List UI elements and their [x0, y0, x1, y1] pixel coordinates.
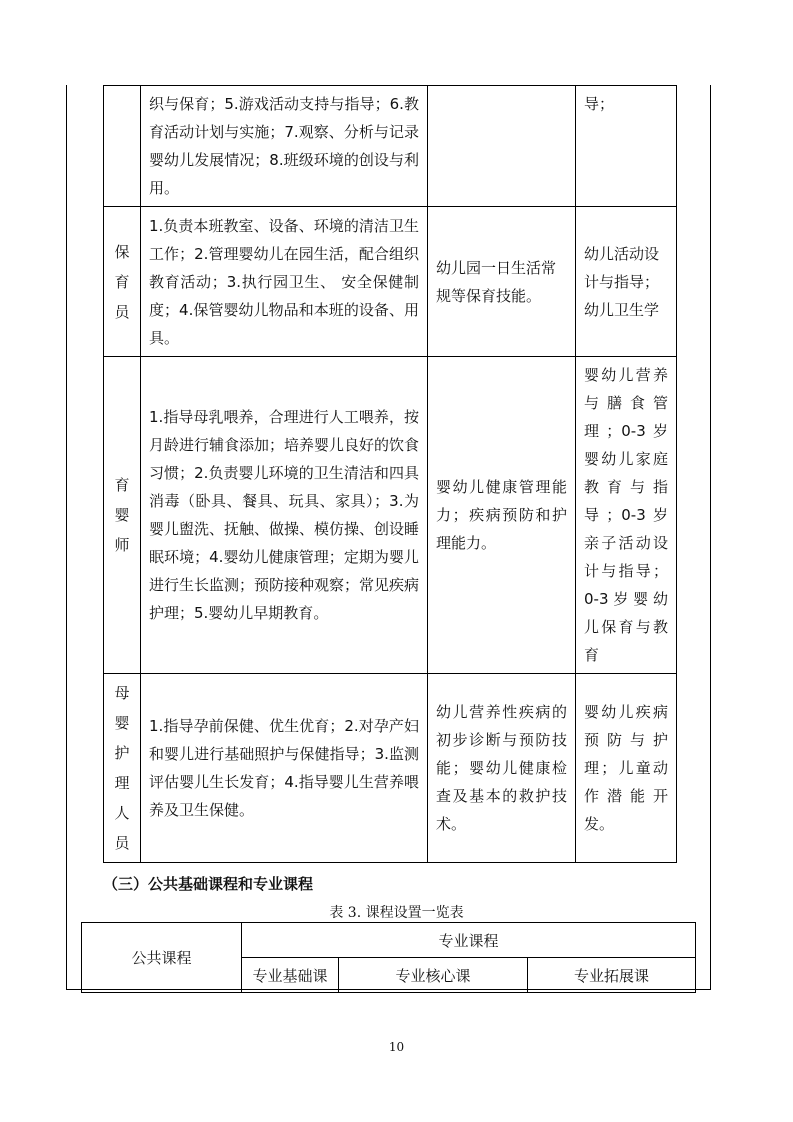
job-table: [103, 85, 677, 863]
duties-cell: 1.指导孕前保健、优生优育；2.对孕产妇和婴儿进行基础照护与保健指导；3.监测评估婴儿生长发育；4.指导婴儿生营养喂养及卫生保健。: [141, 674, 428, 863]
ability-cell: 幼儿园一日生活常规等保育技能。: [428, 207, 576, 357]
courses-cell: 幼儿活动设计与指导；幼儿卫生学: [576, 207, 677, 357]
ability-cell: 幼儿营养性疾病的初步诊断与预防技能；婴幼儿健康检查及基本的救护技术。: [428, 674, 576, 863]
ability-cell: 婴幼儿健康管理能力；疾病预防和护理能力。: [428, 357, 576, 674]
subheader-extension: 专业拓展课: [528, 958, 696, 993]
role-cell: 育 婴 师: [104, 357, 141, 674]
courses-cell: 婴幼儿疾病预防与护理；儿童动作潜能开发。: [576, 674, 677, 863]
page-number: 10: [388, 1040, 405, 1054]
role-cell: [104, 86, 141, 207]
table-row: [104, 86, 677, 207]
courses-cell: 婴幼儿营养与膳食管理；0-3岁婴幼儿家庭教育与指导；0-3岁亲子活动设计与指导；0-3岁婴幼儿保育与教育: [576, 357, 677, 674]
table-row: [104, 674, 677, 863]
courses-cell: 导；: [576, 86, 677, 207]
role-cell: 保 育 员: [104, 207, 141, 357]
course-table: [81, 922, 696, 993]
professional-course-header: 专业课程: [242, 923, 696, 958]
duties-cell: 织与保育；5.游戏活动支持与指导；6.教育活动计划与实施；7.观察、分析与记录婴幼儿发展情况；8.班级环境的创设与利用。: [141, 86, 428, 207]
role-cell: 母 婴 护 理 人 员: [104, 674, 141, 863]
subheader-basic: 专业基础课: [242, 958, 339, 993]
subheader-core: 专业核心课: [339, 958, 528, 993]
section-heading: （三）公共基础课程和专业课程: [103, 875, 314, 893]
table-row: [104, 357, 677, 674]
duties-cell: 1.指导母乳喂养，合理进行人工喂养，按月龄进行辅食添加；培养婴儿良好的饮食习惯；2.负责婴儿环境的卫生清洁和四具消毒（卧具、餐具、玩具、家具）；3.为婴儿盥洗、抚触、做操、模仿操、创设睡眠环境；4.婴幼儿健康管理；定期为婴儿进行生长监测；预防接种观察；常见疾病护理；5.婴幼儿早期教育。: [141, 357, 428, 674]
duties-cell: 1.负责本班教室、设备、环境的清洁卫生工作；2.管理婴幼儿在园生活，配合组织教育活动；3.执行园卫生、 安全保健制度；4.保管婴幼儿物品和本班的设备、用具。: [141, 207, 428, 357]
table-row: [82, 923, 696, 958]
public-course-header: 公共课程: [82, 923, 242, 993]
table-caption: 表 3. 课程设置一览表: [329, 905, 464, 921]
table-row: [104, 207, 677, 357]
ability-cell: [428, 86, 576, 207]
